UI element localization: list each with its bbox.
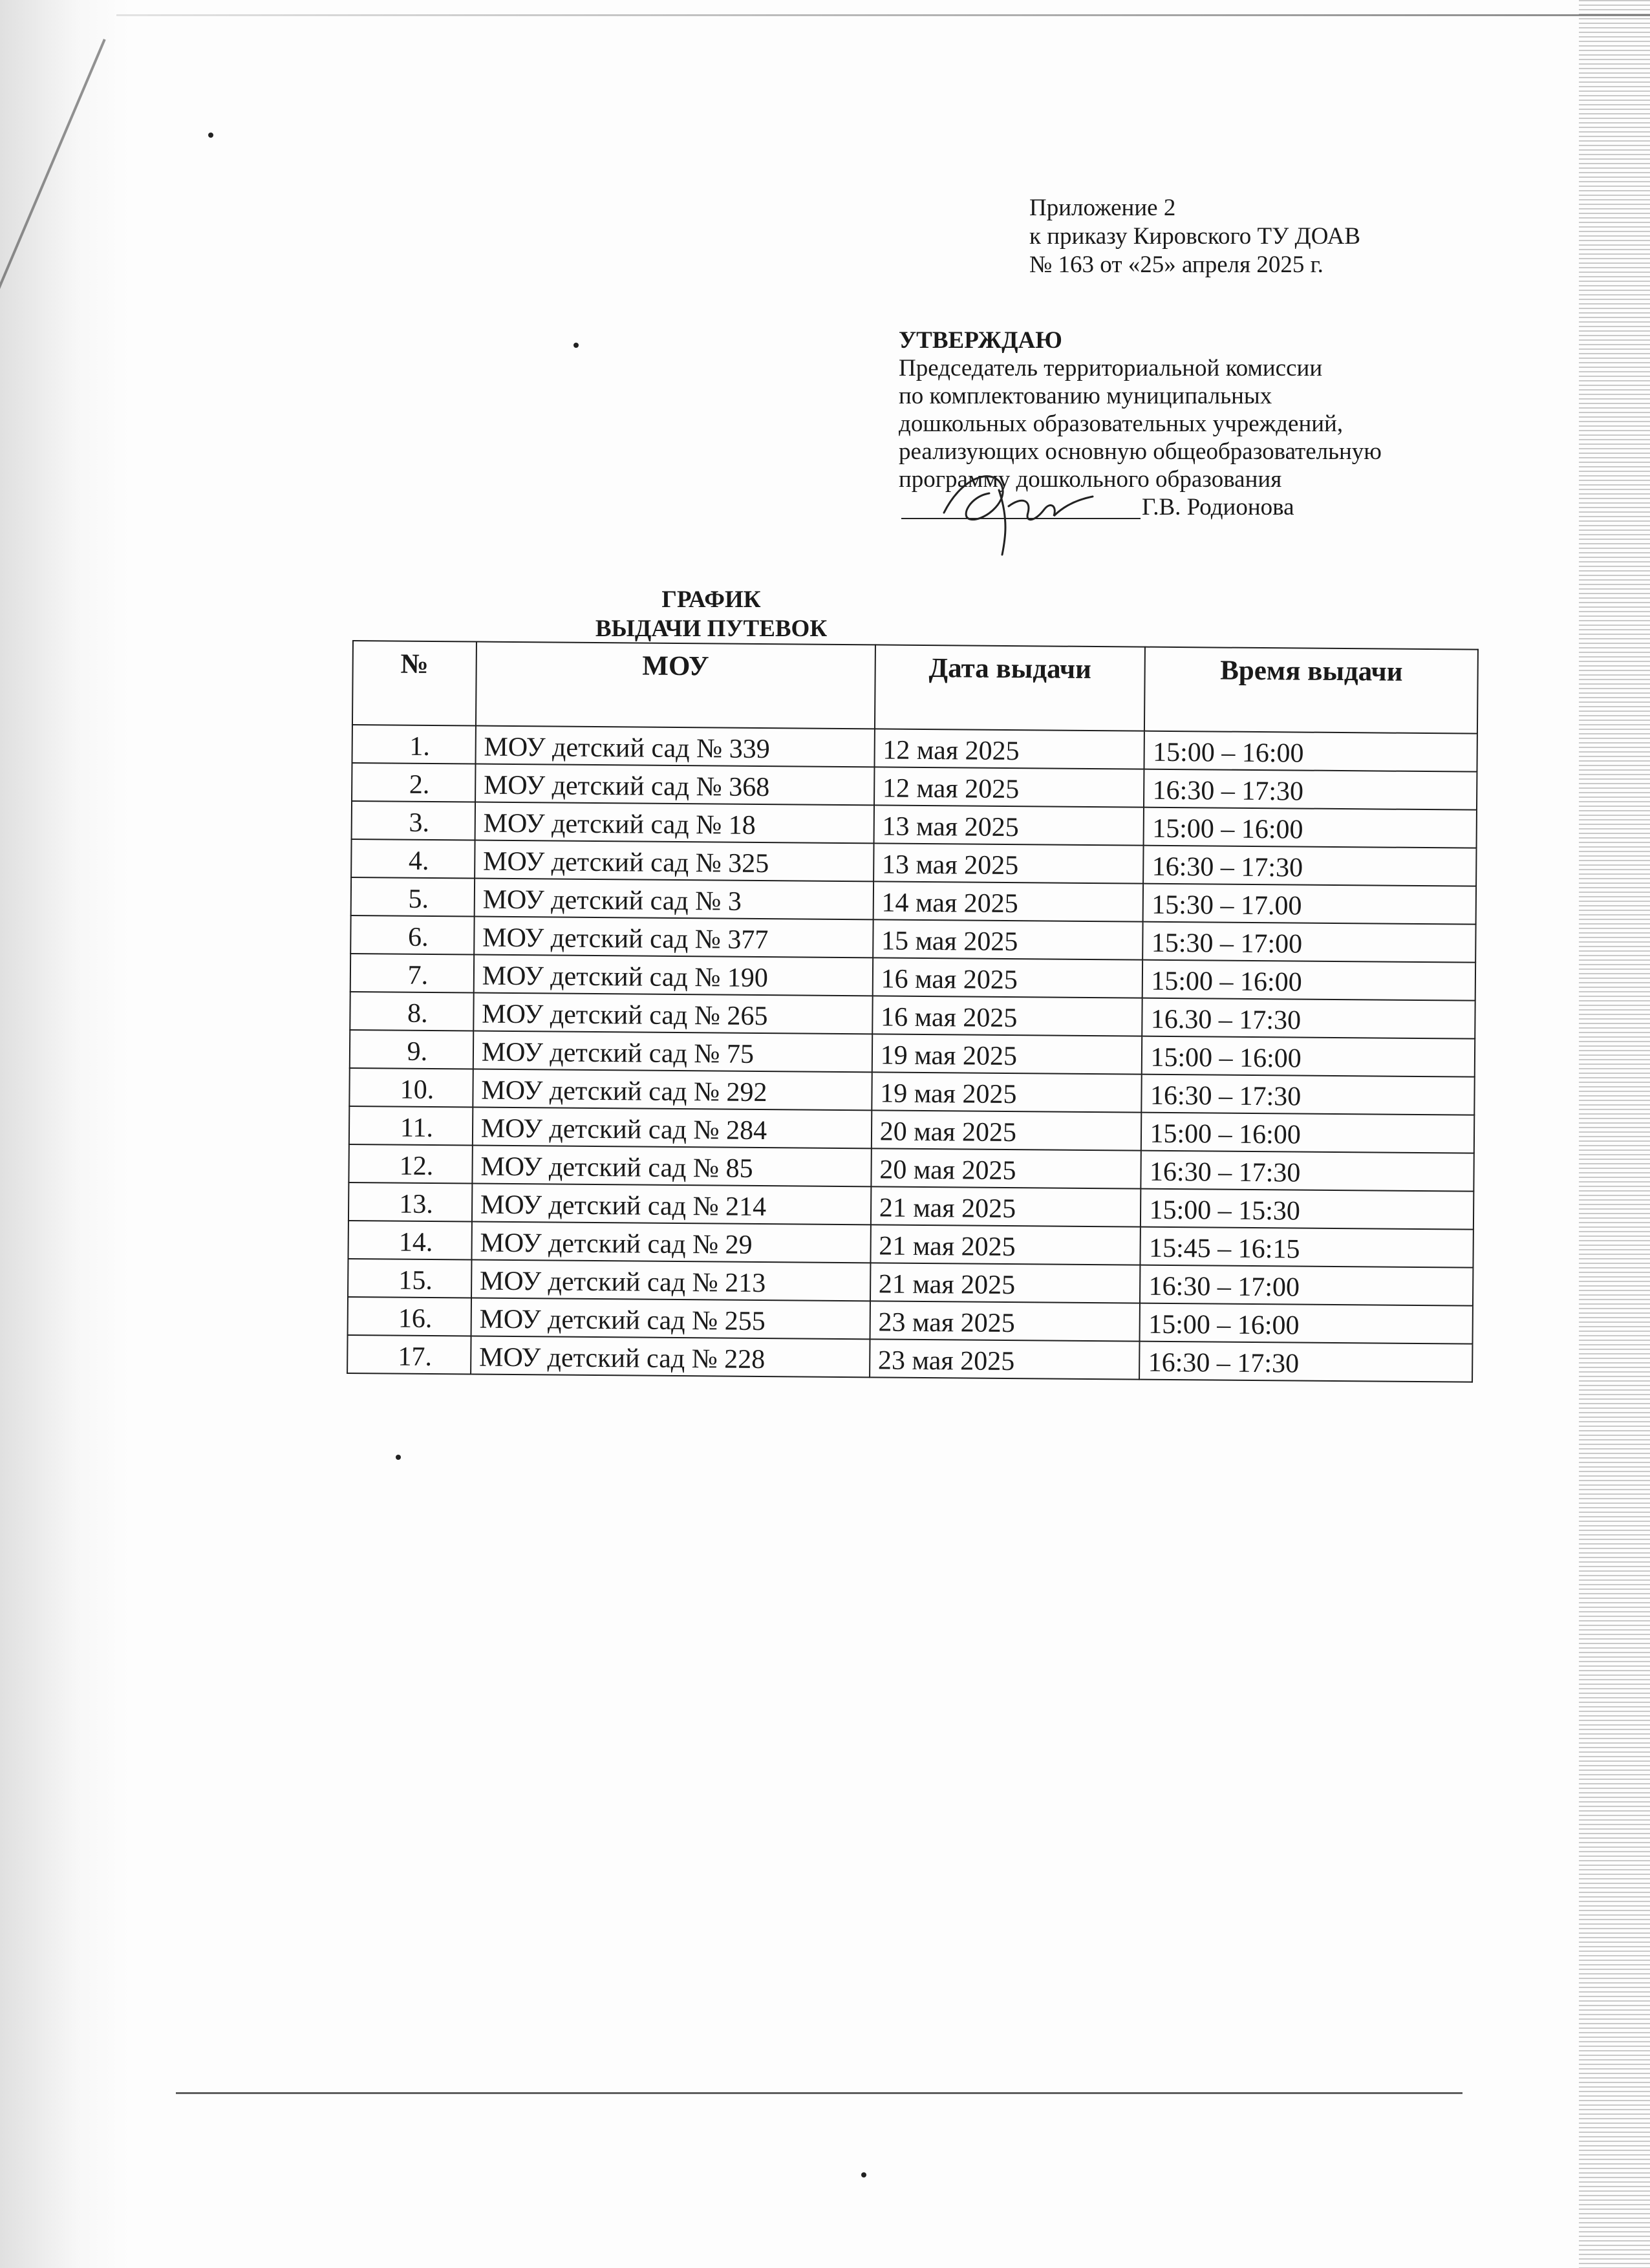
- row-number-cell: 14.: [348, 1221, 471, 1259]
- appendix-line-3: № 163 от «25» апреля 2025 г.: [1029, 251, 1323, 278]
- mou-name-cell: МОУ детский сад № 85: [472, 1145, 871, 1186]
- appendix-reference: [1029, 194, 1360, 279]
- row-number-cell: 12.: [348, 1144, 472, 1183]
- table-header-row: [352, 641, 1478, 734]
- issue-time-cell: 15:00 – 16:00: [1144, 731, 1477, 772]
- issue-time-cell: 16:30 – 17:30: [1144, 769, 1477, 810]
- document-title: [543, 585, 879, 643]
- mou-name-cell: МОУ детский сад № 213: [471, 1259, 870, 1301]
- approval-line-2: по комплектованию муниципальных: [899, 383, 1272, 409]
- mou-name-cell: МОУ детский сад № 255: [471, 1298, 870, 1339]
- issue-time-cell: 15:00 – 16:00: [1142, 960, 1475, 1001]
- column-header-mou: МОУ: [476, 642, 875, 729]
- issue-date-cell: 21 мая 2025: [870, 1263, 1141, 1303]
- mou-name-cell: МОУ детский сад № 377: [474, 916, 873, 957]
- issue-date-cell: 20 мая 2025: [871, 1148, 1141, 1188]
- table-body: [347, 725, 1477, 1382]
- issue-date-cell: 14 мая 2025: [873, 881, 1143, 921]
- row-number-cell: 13.: [348, 1182, 472, 1221]
- issue-date-cell: 19 мая 2025: [872, 1072, 1142, 1112]
- mou-name-cell: МОУ детский сад № 3: [474, 878, 873, 919]
- mou-name-cell: МОУ детский сад № 339: [475, 726, 874, 767]
- title-line-2: ВЫДАЧИ ПУТЕВОК: [595, 615, 828, 642]
- issue-time-cell: 15:30 – 17:00: [1143, 922, 1476, 963]
- column-header-time: Время выдачи: [1144, 647, 1478, 734]
- approval-line-4: реализующих основную общеобразовательную: [899, 438, 1382, 465]
- approval-line-1: Председатель территориальной комиссии: [899, 355, 1323, 381]
- page-footer-rule: [176, 2092, 1462, 2094]
- issue-date-cell: 21 мая 2025: [870, 1225, 1141, 1265]
- scan-speck: [208, 133, 213, 138]
- issue-time-cell: 16:30 – 17:30: [1142, 1075, 1475, 1115]
- scan-speck: [573, 343, 579, 348]
- column-header-date: Дата выдачи: [875, 645, 1146, 731]
- row-number-cell: 11.: [349, 1106, 473, 1145]
- scan-shadow-left: [0, 0, 129, 2268]
- issue-time-cell: 15:00 – 16:00: [1144, 808, 1477, 848]
- issue-time-cell: 15:45 – 16:15: [1141, 1227, 1473, 1268]
- approval-line-5: программу дошкольного образования: [899, 466, 1282, 493]
- row-number-cell: 4.: [351, 839, 475, 878]
- issue-time-cell: 15:00 – 16:00: [1141, 1113, 1474, 1153]
- mou-name-cell: МОУ детский сад № 292: [473, 1069, 872, 1110]
- issue-date-cell: 20 мая 2025: [872, 1110, 1142, 1150]
- title-line-1: ГРАФИК: [661, 586, 761, 613]
- row-number-cell: 7.: [350, 954, 474, 992]
- approval-block: [899, 326, 1382, 524]
- issue-date-cell: 23 мая 2025: [870, 1339, 1140, 1379]
- row-number-cell: 5.: [351, 877, 475, 916]
- mou-name-cell: МОУ детский сад № 228: [471, 1336, 870, 1377]
- schedule-table: [347, 640, 1479, 1383]
- issue-time-cell: 15:30 – 17.00: [1143, 884, 1476, 925]
- handwritten-signature: [925, 461, 1131, 558]
- scan-speck: [861, 2172, 866, 2177]
- signer-name: Г.В. Родионова: [1142, 494, 1294, 520]
- issue-time-cell: 16:30 – 17:00: [1140, 1265, 1473, 1306]
- signature-row: [899, 493, 1382, 524]
- row-number-cell: 6.: [350, 915, 474, 954]
- issue-time-cell: 15:00 – 16:00: [1142, 1036, 1475, 1077]
- approval-line-3: дошкольных образовательных учреждений,: [899, 411, 1344, 437]
- issue-date-cell: 19 мая 2025: [872, 1034, 1142, 1074]
- issue-time-cell: 15:00 – 15:30: [1141, 1189, 1473, 1230]
- appendix-line-1: Приложение 2: [1029, 195, 1176, 221]
- mou-name-cell: МОУ детский сад № 325: [475, 840, 873, 881]
- approval-title: УТВЕРЖДАЮ: [899, 327, 1062, 354]
- issue-time-cell: 16:30 – 17:30: [1144, 846, 1477, 886]
- row-number-cell: 8.: [350, 992, 473, 1031]
- issue-date-cell: 23 мая 2025: [870, 1301, 1140, 1341]
- mou-name-cell: МОУ детский сад № 265: [473, 992, 872, 1034]
- scan-speck: [396, 1455, 401, 1460]
- issue-date-cell: 16 мая 2025: [872, 996, 1142, 1036]
- row-number-cell: 10.: [349, 1068, 473, 1107]
- issue-date-cell: 12 мая 2025: [874, 767, 1144, 807]
- mou-name-cell: МОУ детский сад № 190: [474, 954, 873, 996]
- mou-name-cell: МОУ детский сад № 214: [472, 1183, 871, 1225]
- issue-date-cell: 15 мая 2025: [873, 919, 1143, 959]
- issue-date-cell: 21 мая 2025: [871, 1186, 1141, 1226]
- row-number-cell: 1.: [352, 725, 476, 764]
- issue-date-cell: 13 мая 2025: [873, 805, 1144, 845]
- issue-date-cell: 13 мая 2025: [873, 843, 1144, 883]
- row-number-cell: 16.: [348, 1297, 471, 1336]
- mou-name-cell: МОУ детский сад № 368: [475, 764, 874, 806]
- row-number-cell: 3.: [352, 801, 475, 840]
- mou-name-cell: МОУ детский сад № 29: [471, 1221, 870, 1263]
- row-number-cell: 17.: [347, 1335, 471, 1374]
- issue-date-cell: 12 мая 2025: [874, 729, 1144, 769]
- appendix-line-2: к приказу Кировского ТУ ДОАВ: [1029, 223, 1361, 250]
- issue-time-cell: 16:30 – 17:30: [1140, 1342, 1473, 1382]
- mou-name-cell: МОУ детский сад № 18: [475, 802, 873, 843]
- row-number-cell: 9.: [350, 1030, 473, 1069]
- scan-edge-top: [116, 14, 1650, 16]
- row-number-cell: 15.: [348, 1259, 471, 1298]
- mou-name-cell: МОУ детский сад № 284: [473, 1107, 872, 1148]
- table-row: [347, 1335, 1472, 1382]
- row-number-cell: 2.: [352, 763, 475, 802]
- scan-edge-right: [1579, 0, 1650, 2268]
- issue-date-cell: 16 мая 2025: [872, 957, 1142, 998]
- issue-time-cell: 16.30 – 17:30: [1142, 998, 1475, 1039]
- column-header-number: №: [352, 641, 477, 725]
- mou-name-cell: МОУ детский сад № 75: [473, 1031, 872, 1072]
- issue-time-cell: 15:00 – 16:00: [1140, 1303, 1473, 1344]
- issue-time-cell: 16:30 – 17:30: [1141, 1151, 1474, 1192]
